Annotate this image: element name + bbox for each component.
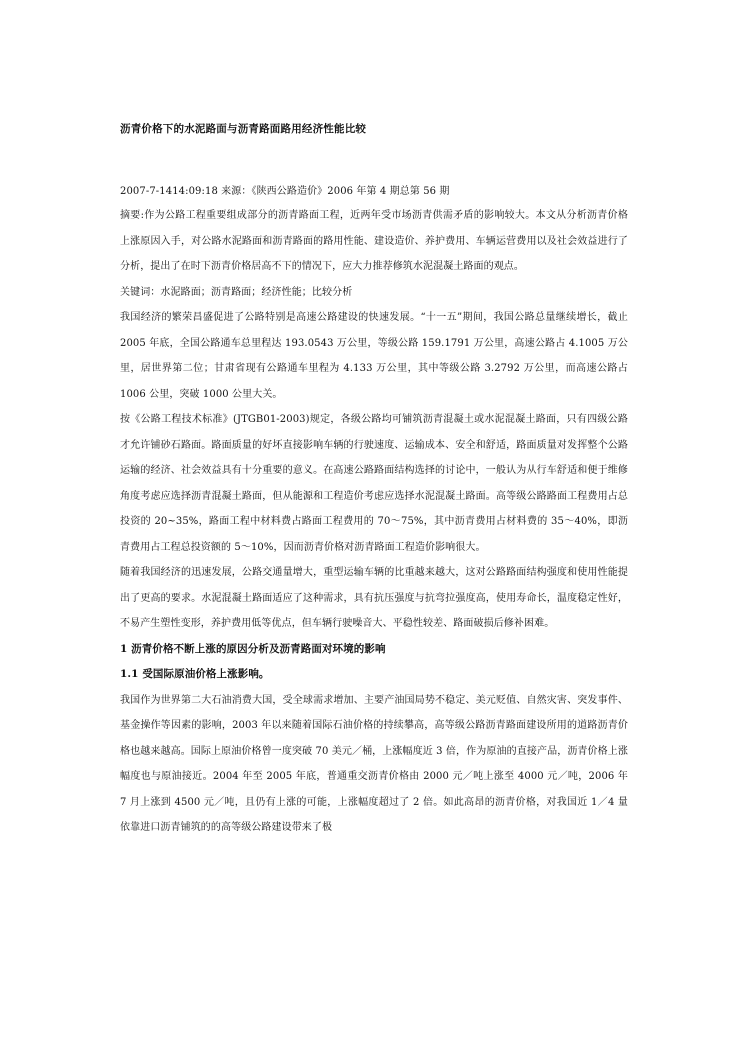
document-title: 沥青价格下的水泥路面与沥青路面路用经济性能比较 [120,123,367,135]
section-1-1-paragraph: 我国作为世界第二大石油消费大国，受全球需求增加、主要产油国局势不稳定、美元贬值、自然灾害、突发事件、基金操作等因素的影响，2003 年以来随着国际石油价格的持续攀高，高等级公路沥青路面建设所用的道路沥青价格也越来越高。国际上原油价格曾一度突破 70 美元／桶，上涨幅度近 3 倍，作为原油的直接产品，沥青价格上涨幅度也与原油接近。2004 年至 2005 年底，普通重交沥青价格由 2000 元／吨上涨至 4000 元／吨，2006 年 7 月上涨到 4500 元／吨，且仍有上涨的可能，上涨幅度超过了 2 倍。如此高昂的沥青价格，对我国近 1／4 量依靠进口沥青铺筑的的高等级公路建设带来了极 [120,694,628,833]
body-paragraph-2: 按《公路工程技术标准》(JTGB01-2003)规定，各级公路均可铺筑沥青混凝土或水泥混凝土路面，只有四级公路才允许铺砂石路面。路面质量的好坏直接影响车辆的行驶速度、运输成本、安全和舒适，路面质量对发挥整个公路运输的经济、社会效益具有十分重要的意义。在高速公路路面结构选择的讨论中，一般认为从行车舒适和便于维修角度考虑应选择沥青混凝土路面，但从能源和工程造价考虑应选择水泥混凝土路面。高等级公路路面工程费用占总投资的 20~35%，路面工程中材料费占路面工程费用的 70～75%，其中沥青费用占材料费的 35～40%，即沥青费用占工程总投资额的 5～10%，因而沥青价格对沥青路面工程造价影响很大。 [120,414,628,553]
source-line: 2007-7-1414:09:18 来源：《陕西公路造价》2006 年第 4 期总第 56 期 [120,186,450,197]
section-1-heading: 1 沥青价格不断上涨的原因分析及沥青路面对环境的影响 [120,642,386,655]
body-paragraph-1: 我国经济的繁荣昌盛促进了公路特别是高速公路建设的快速发展。“十一五”期间，我国公路总量继续增长，截止 2005 年底，全国公路通车总里程达 193.0543 万公里，等级公路 159.1791 万公里，高速公路占 4.1005 万公里，居世界第二位；甘肃省现有公路通车里程为 4.133 万公里，其中等级公路 3.2792 万公里，而高速公路占 1006 公里，突破 1000 公里大关。 [120,312,628,400]
keywords-line: 关键词：水泥路面；沥青路面；经济性能；比较分析 [120,286,353,298]
abstract-paragraph: 摘要:作为公路工程重要组成部分的沥青路面工程，近两年受市场沥青供需矛盾的影响较大。本文从分析沥青价格上涨原因入手，对公路水泥路面和沥青路面的路用性能、建设造价、养护费用、车辆运营费用以及社会效益进行了分析，提出了在时下沥青价格居高不下的情况下，应大力推荐修筑水泥混凝土路面的观点。 [120,210,628,272]
body-paragraph-3: 随着我国经济的迅速发展，公路交通量增大，重型运输车辆的比重越来越大，这对公路路面结构强度和使用性能提出了更高的要求。水泥混凝土路面适应了这种需求，具有抗压强度与抗弯拉强度高，使用寿命长，温度稳定性好，不易产生塑性变形，养护费用低等优点，但车辆行驶噪音大、平稳性较差、路面破损后修补困难。 [120,567,628,629]
section-1-1-heading: 1.1 受国际原油价格上涨影响。 [120,668,270,680]
document-body [120,203,628,841]
